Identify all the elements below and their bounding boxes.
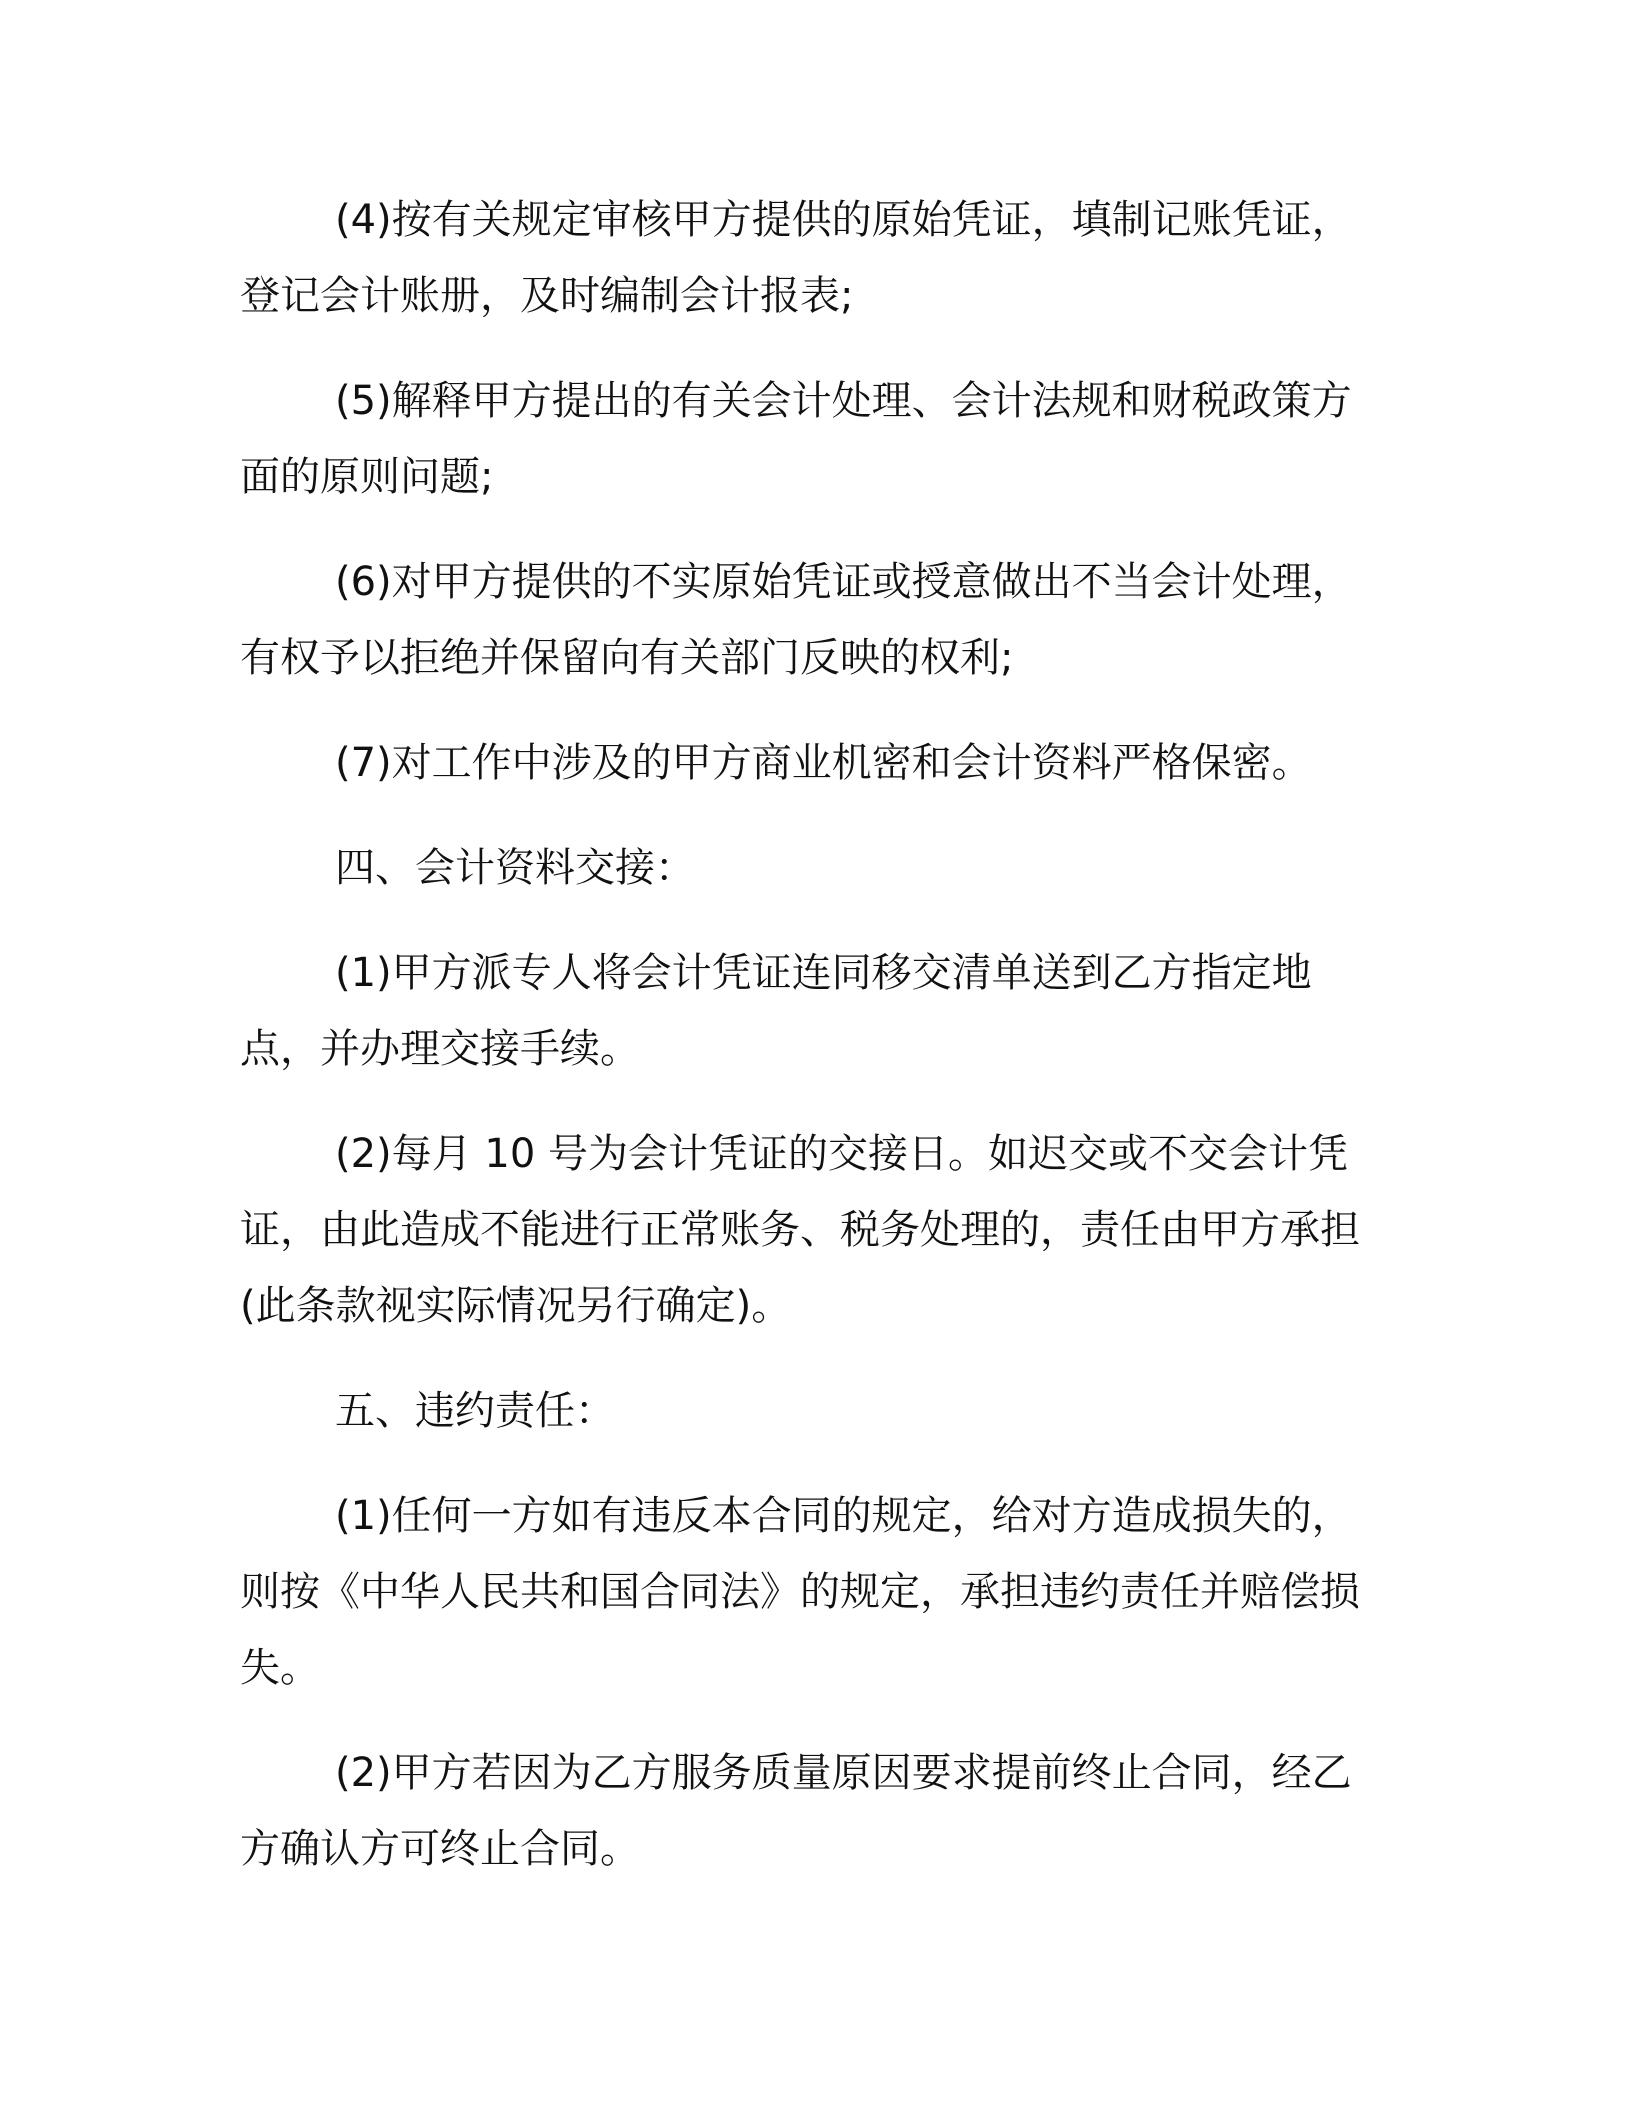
- clause-4-1: (1)甲方派专人将会计凭证连同移交清单送到乙方指定地点，并办理交接手续。: [240, 950, 1312, 1072]
- clause-3-6: (6)对甲方提供的不实原始凭证或授意做出不当会计处理，有权予以拒绝并保留向有关部门反映的权利;: [240, 559, 1352, 681]
- clause-3-4: (4)按有关规定审核甲方提供的原始凭证，填制记账凭证，登记会计账册，及时编制会计报表;: [240, 197, 1352, 319]
- clause-5-2: (2)甲方若因为乙方服务质量原因要求提前终止合同，经乙方确认方可终止合同。: [240, 1750, 1352, 1872]
- section-heading-5: 五、违约责任：: [335, 1388, 615, 1434]
- clause-5-1: (1)任何一方如有违反本合同的规定，给对方造成损失的，则按《中华人民共和国合同法》的规定，承担违约责任并赔偿损失。: [240, 1493, 1360, 1691]
- section-heading-4: 四、会计资料交接：: [335, 845, 695, 891]
- document-body: [240, 182, 1380, 1916]
- clause-4-2: (2)每月 10 号为会计凭证的交接日。如迟交或不交会计凭证，由此造成不能进行正常账务、税务处理的，责任由甲方承担(此条款视实际情况另行确定)。: [240, 1131, 1360, 1329]
- clause-3-7: (7)对工作中涉及的甲方商业机密和会计资料严格保密。: [335, 740, 1312, 786]
- clause-3-5: (5)解释甲方提出的有关会计处理、会计法规和财税政策方面的原则问题;: [240, 378, 1352, 500]
